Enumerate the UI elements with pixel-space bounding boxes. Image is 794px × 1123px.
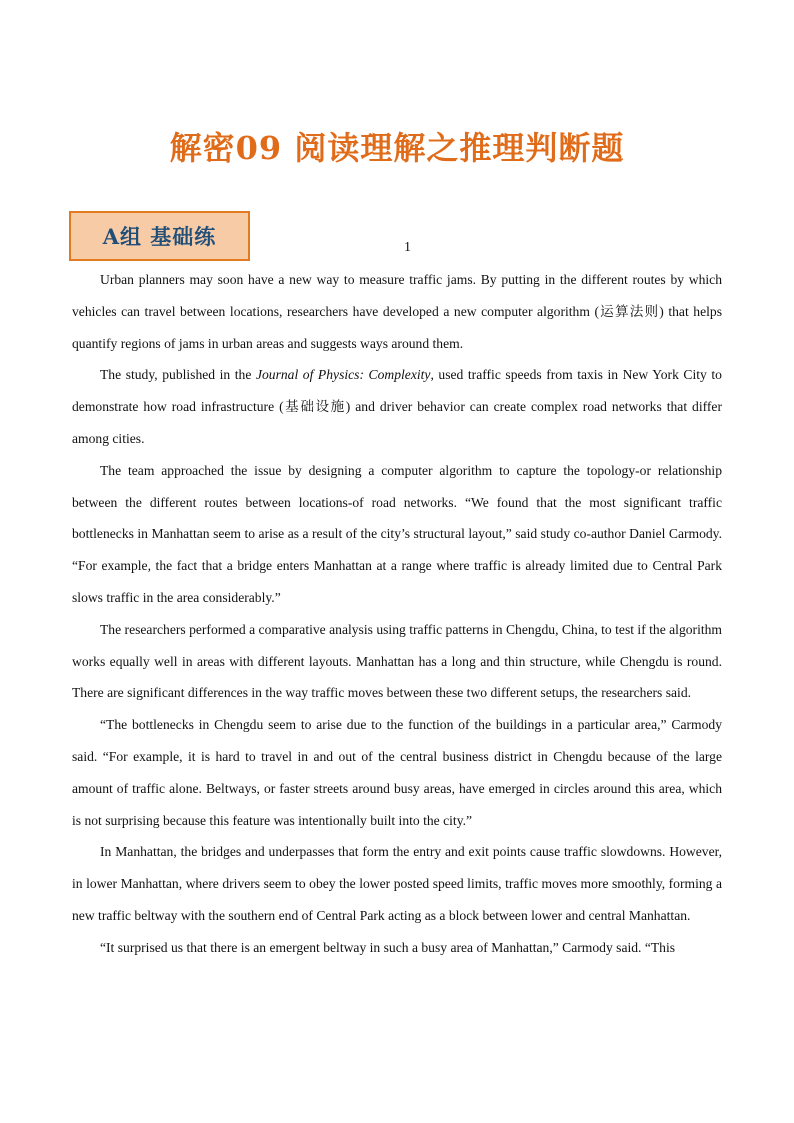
paragraph-2-rest: , used traffic speeds from taxis in New York City to demonstrate how road infrastructure (基础设施) and driver behavior can create complex road networks that differ among cities. — [72, 367, 722, 446]
section-label: A组 基础练 — [102, 224, 217, 249]
paragraph-1: Urban planners may soon have a new way to measure traffic jams. By putting in the different routes by which vehicles can travel between locations, researchers have developed a new computer algorithm (运算法则) that helps quantify regions of jams in urban areas and suggests ways around them. — [72, 272, 722, 351]
passage-number: 1 — [404, 240, 411, 255]
journal-title: Journal of Physics: Complexity — [255, 367, 431, 383]
paragraph-2 — [72, 359, 722, 454]
paragraph-5: “The bottlenecks in Chengdu seem to arise due to the function of the buildings in a particular area,” Carmody said. “For example, it is hard to travel in and out of the central business district in Chengdu because of the large amount of traffic alone. Beltways, or faster streets around busy areas, have emerged in circles around this area, which is not surprising because this feature was intentionally built into the city.” — [72, 717, 722, 828]
page-title: 解密09 阅读理解之推理判断题 — [169, 129, 625, 167]
paragraph-4: The researchers performed a comparative analysis using traffic patterns in Chengdu, China, to test if the algorithm works equally well in areas with different layouts. Manhattan has a long and thin structure, while Chengdu is round. There are significant differences in the way traffic moves between these two different setups, the researchers said. — [72, 621, 722, 701]
paragraph-6: In Manhattan, the bridges and underpasses that form the entry and exit points cause traffic slowdowns. However, in lower Manhattan, where drivers seem to obey the lower posted speed limits, traffic moves more smoothly, forming a new traffic beltway with the southern end of Central Park acting as a block between lower and central Manhattan. — [72, 844, 722, 923]
passage-body — [72, 264, 722, 964]
paragraph-7: “It surprised us that there is an emergent beltway in such a busy area of Manhattan,” Carmody said. “This — [100, 939, 676, 955]
section-label-box — [69, 211, 250, 261]
paragraph-3: The team approached the issue by designing a computer algorithm to capture the topology-or relationship between the different routes between locations-of road networks. “We found that the most significant traffic bottlenecks in Manhattan seem to arise as a result of the city’s structural layout,” said study co-author Daniel Carmody. “For example, the fact that a bridge enters Manhattan at a range where traffic is already limited due to Central Park slows traffic in the area considerably.” — [72, 462, 722, 605]
paragraph-2-lead: The study, published in the — [100, 367, 256, 383]
